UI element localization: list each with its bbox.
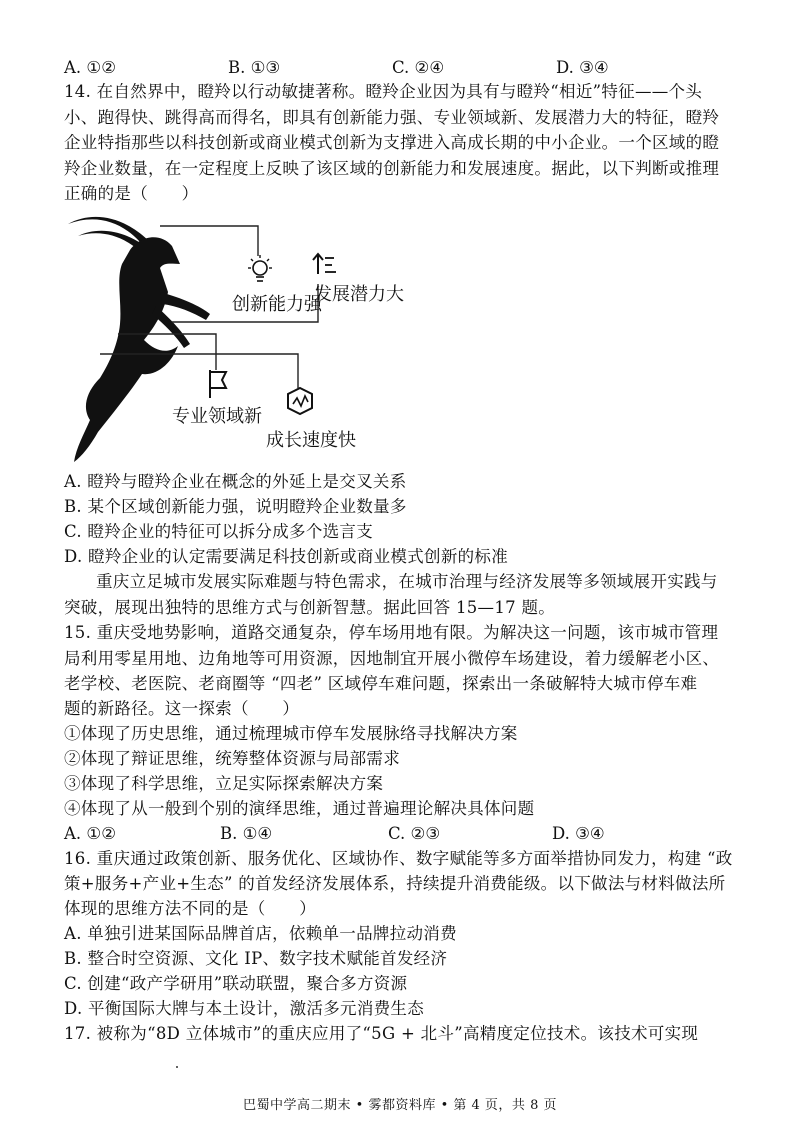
- gazelle-leg: [160, 292, 210, 320]
- question-15-line: 老学校、老医院、老商圈等 “四老” 区域停车难问题，探索出一条破解特大城市停车难: [64, 674, 698, 693]
- page-footer: 巴蜀中学高二期末 • 雾都资料库 • 第 4 页，共 8 页: [243, 1098, 557, 1113]
- scan-speck: [176, 1066, 178, 1068]
- question-15-option-d: D. ③④: [552, 824, 605, 843]
- option-b: B. ①③: [228, 58, 281, 77]
- option-d: D. ③④: [556, 58, 609, 77]
- gazelle-diagram: [60, 202, 420, 472]
- question-15-option-b: B. ①④: [220, 824, 273, 843]
- question-15-line: 15. 重庆受地势影响，道路交通复杂，停车场用地有限。为解决这一问题，该市城市管理: [64, 623, 719, 642]
- question-14-option: D. 瞪羚企业的认定需要满足科技创新或商业模式创新的标准: [64, 547, 509, 566]
- question-17-line: 17. 被称为“8D 立体城市”的重庆应用了“5G + 北斗”高精度定位技术。该技术可实现: [64, 1024, 699, 1043]
- lightbulb-icon: [248, 255, 272, 281]
- question-16-line: 策+服务+产业+生态” 的首发经济发展体系，持续提升消费能级。以下做法与材料做法所: [64, 874, 726, 893]
- gazelle-body: [74, 237, 180, 462]
- question-16-option: C. 创建“政产学研用”联动联盟，聚合多方资源: [64, 974, 408, 993]
- gazelle-leg: [152, 306, 190, 348]
- question-14-option: C. 瞪羚企业的特征可以拆分成多个选言支: [64, 522, 374, 541]
- question-15-item: ①体现了历史思维，通过梳理城市停车发展脉络寻找解决方案: [64, 724, 518, 743]
- figure-label-field: 专业领域新: [172, 406, 262, 427]
- question-15-item: ②体现了辩证思维，统筹整体资源与局部需求: [64, 749, 400, 768]
- question-16-option: D. 平衡国际大牌与本土设计，激活多元消费生态: [64, 999, 425, 1018]
- question-14-option: B. 某个区域创新能力强，说明瞪羚企业数量多: [64, 497, 407, 516]
- question-16-line: 16. 重庆通过政策创新、服务优化、区域协作、数字赋能等多方面举措协同发力，构建 “政: [64, 849, 733, 868]
- question-14-option: A. 瞪羚与瞪羚企业在概念的外延上是交叉关系: [64, 472, 407, 491]
- question-14-line: 正确的是（ ）: [64, 184, 199, 203]
- question-14-line: 企业特指那些以科技创新或商业模式创新为支撑进入高成长期的中小企业。一个区域的瞪: [64, 133, 720, 152]
- question-14-line: 羚企业数量，在一定程度上反映了该区域的创新能力和发展速度。据此，以下判断或推理: [64, 159, 720, 178]
- question-15-item: ③体现了科学思维，立足实际探索解决方案: [64, 774, 384, 793]
- question-15-line: 题的新路径。这一探索（ ）: [64, 699, 300, 718]
- figure-label-growth: 成长速度快: [266, 430, 356, 451]
- question-15-option-a: A. ①②: [64, 824, 116, 843]
- connector-line: [160, 226, 258, 256]
- speed-badge-icon: [288, 388, 312, 414]
- question-16-line: 体现的思维方法不同的是（ ）: [64, 899, 316, 918]
- question-16-option: A. 单独引进某国际品牌首店，依赖单一品牌拉动消费: [64, 924, 457, 943]
- intro-line: 突破，展现出独特的思维方式与创新智慧。据此回答 15—17 题。: [64, 598, 556, 617]
- figure-label-innovation: 创新能力强: [232, 294, 322, 315]
- question-16-option: B. 整合时空资源、文化 IP、数字技术赋能首发经济: [64, 949, 448, 968]
- question-15-option-c: C. ②③: [388, 824, 441, 843]
- question-15-item: ④体现了从一般到个别的演绎思维，通过普遍理论解决具体问题: [64, 799, 535, 818]
- gazelle-horn: [68, 217, 148, 242]
- intro-line: 重庆立足城市发展实际难题与特色需求，在城市治理与经济发展等多领域展开实践与: [96, 572, 718, 591]
- flag-icon: [210, 370, 226, 398]
- question-14-line: 小、跑得快、跳得高而得名，即具有创新能力强、专业领域新、发展潜力大的特征，瞪羚: [64, 108, 720, 127]
- growth-arrow-icon: [313, 254, 336, 274]
- question-15-line: 局利用零星用地、边角地等可用资源，因地制宜开展小微停车场建设，着力缓解老小区、: [64, 649, 720, 668]
- option-a: A. ①②: [64, 58, 116, 77]
- gazelle-figure: [60, 202, 420, 472]
- figure-label-potential: 发展潜力大: [314, 284, 404, 305]
- option-c: C. ②④: [392, 58, 445, 77]
- question-14-line: 14. 在自然界中，瞪羚以行动敏捷著称。瞪羚企业因为具有与瞪羚“相近”特征——个头: [64, 82, 703, 101]
